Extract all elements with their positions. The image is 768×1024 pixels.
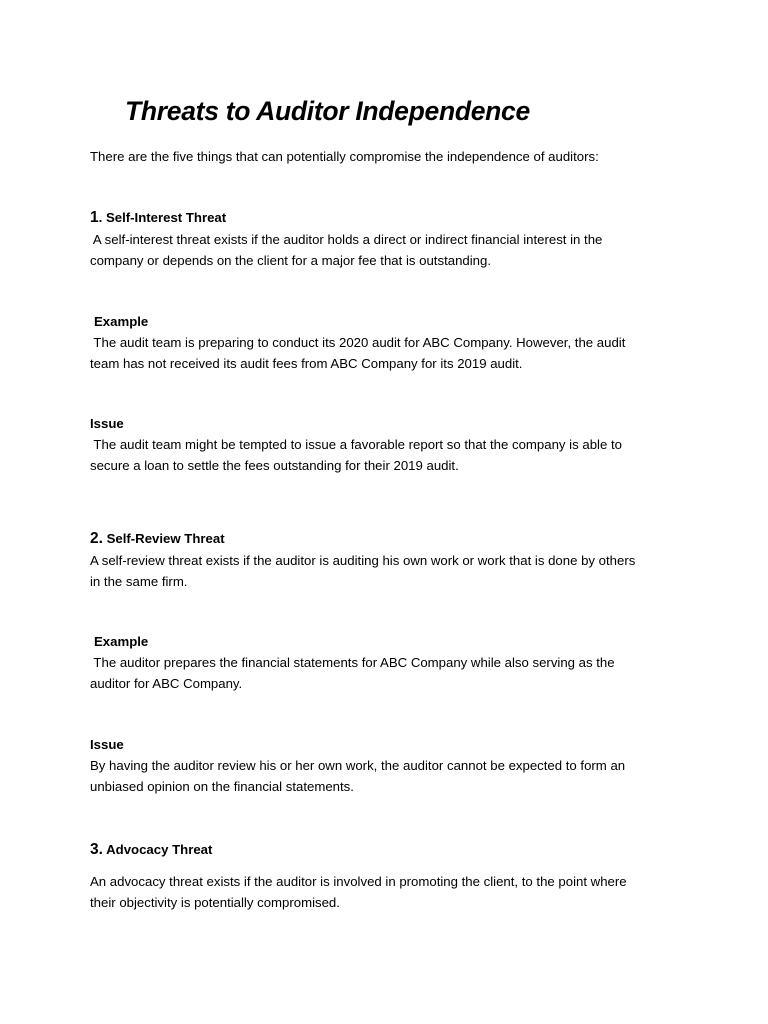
section-2-description-line-2: in the same firm.	[90, 574, 188, 589]
section-2-issue-line-1: By having the auditor review his or her own work, the auditor cannot be expected to form an	[90, 758, 626, 773]
section-1-example-label: Example	[94, 314, 149, 329]
section-1-description-line-1: A self-interest threat exists if the auditor holds a direct or indirect financial interest in the	[90, 232, 603, 247]
section-2-example-label: Example	[94, 634, 149, 649]
section-2-description-line-1: A self-review threat exists if the auditor is auditing his own work or work that is done by others	[90, 553, 636, 568]
section-2-example-line-2: auditor for ABC Company.	[90, 676, 243, 691]
section-3-heading	[90, 839, 212, 860]
section-3-number: 3.	[90, 841, 103, 858]
section-1-title: Self-Interest Threat	[105, 210, 227, 225]
section-2-title: Self-Review Threat	[106, 531, 225, 546]
section-1-issue-label: Issue	[90, 416, 124, 431]
section-2-number: 2.	[90, 530, 103, 547]
intro-text: There are the five things that can potentially compromise the independence of auditors:	[90, 149, 599, 164]
section-3-title: Advocacy Threat	[106, 842, 213, 857]
section-2-issue-line-2: unbiased opinion on the financial statements.	[90, 779, 354, 794]
section-3-description-line-1: An advocacy threat exists if the auditor is involved in promoting the client, to the point where	[90, 874, 627, 889]
section-1-heading	[90, 207, 226, 228]
section-3-description-line-2: their objectivity is potentially compromised.	[90, 895, 340, 910]
section-1-number: 1	[90, 209, 99, 226]
section-2-heading	[90, 528, 225, 549]
section-1-description-line-2: company or depends on the client for a major fee that is outstanding.	[90, 253, 491, 268]
section-1-issue-line-2: secure a loan to settle the fees outstanding for their 2019 audit.	[90, 458, 459, 473]
section-2-issue-label: Issue	[90, 737, 124, 752]
section-1-example-line-2: team has not received its audit fees from ABC Company for its 2019 audit.	[90, 356, 523, 371]
section-1-example-line-1: The audit team is preparing to conduct its 2020 audit for ABC Company. However, the audit	[90, 335, 626, 350]
section-1-number-suffix: .	[98, 210, 106, 225]
page-title: Threats to Auditor Independence	[125, 96, 530, 126]
section-2-example-line-1: The auditor prepares the financial statements for ABC Company while also serving as the	[90, 655, 615, 670]
section-1-issue-line-1: The audit team might be tempted to issue a favorable report so that the company is able to	[90, 437, 622, 452]
